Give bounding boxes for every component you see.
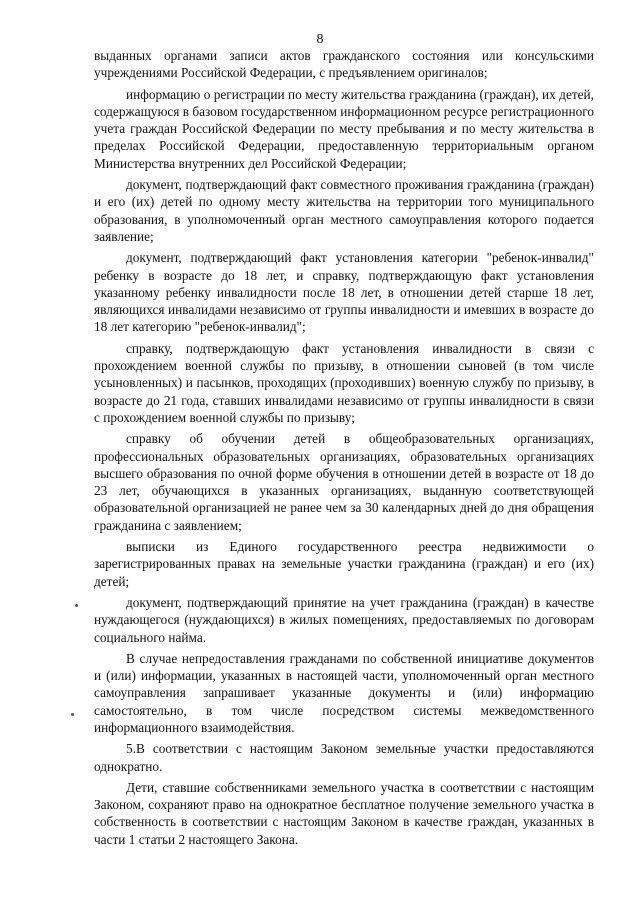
paragraph-1: выданных органами записи актов гражданского состояния или консульскими учреждениями Российской Федерации, с предъявлением оригиналов; (94, 48, 594, 81)
paragraph-7: выписки из Единого государственного реестра недвижимости о зарегистрированных правах на земельные участки гражданина (граждан) и его (их) детей; (94, 539, 594, 589)
paragraph-5: справку, подтверждающую факт установления инвалидности в связи с прохождением военной службы по призыву, в отношении сыновей (в том числе усыновленных) и пасынков, проходящих (проходивших) военную службу по призыву, в возрасте до 21 года, ставших инвалидами независимо от группы инвалидности в связи с прохождением военной службы по призыву; (94, 340, 594, 425)
margin-scan-mark (75, 604, 78, 607)
paragraph-11: Дети, ставшие собственниками земельного участка в соответствии с настоящим Законом, сохраняют право на однократное бесплатное получение земельного участка в собственность в соответствии с настоящим Законом в качестве граждан, указанных в части 1 статьи 2 настоящего Закона. (94, 779, 594, 847)
paragraph-10: 5.В соответствии с настоящим Законом земельные участки предоставляются однократно. (94, 741, 594, 774)
paragraph-9: В случае непредоставления гражданами по собственной инициативе документов и (или) информации, указанных в настоящей части, уполномоченный орган местного самоуправления запрашивает указанные документы и (или) информацию самостоятельно, в том числе посредством системы межведомственного информационного взаимодействия. (94, 650, 594, 735)
paragraph-8: документ, подтверждающий принятие на учет гражданина (граждан) в качестве нуждающегося (нуждающихся) в жилых помещениях, предоставляемых по договорам социального найма. (94, 594, 594, 645)
paragraph-4: документ, подтверждающий факт установления категории "ребенок-инвалид" ребенку в возрасте до 18 лет, и справку, подтверждающую факт установления указанному ребенку инвалидности после 18 лет, в отношении детей старше 18 лет, являющихся инвалидами независимо от группы инвалидности и имевших в возрасте до 18 лет категорию "ребенок-инвалид"; (94, 250, 594, 335)
margin-scan-mark (71, 713, 74, 716)
paragraph-2: информацию о регистрации по месту жительства гражданина (граждан), их детей, содержащуюся в базовом государственном информационном ресурсе регистрационного учета граждан Российской Федерации по месту пребывания и по месту жительства в пределах Российской Федерации, предоставленную территориальным органом Министерства внутренних дел Российской Федерации; (94, 86, 594, 171)
page-number: 8 (316, 32, 324, 47)
paragraph-6: справку об обучении детей в общеобразовательных организациях, профессиональных образовательных организациях, образовательных организациях высшего образования по очной форме обучения в отношении детей в возрасте от 18 до 23 лет, обучающихся в указанных организациях, выданную соответствующей образовательной организацией не ранее чем за 30 календарных дней до дня обращения гражданина с заявлением; (94, 431, 594, 533)
paragraph-3: документ, подтверждающий факт совместного проживания гражданина (граждан) и его (их) детей по одному месту жительства на территории того муниципального образования, в уполномоченный орган местного самоуправления которого подается заявление; (94, 177, 594, 244)
document-body (94, 47, 594, 852)
